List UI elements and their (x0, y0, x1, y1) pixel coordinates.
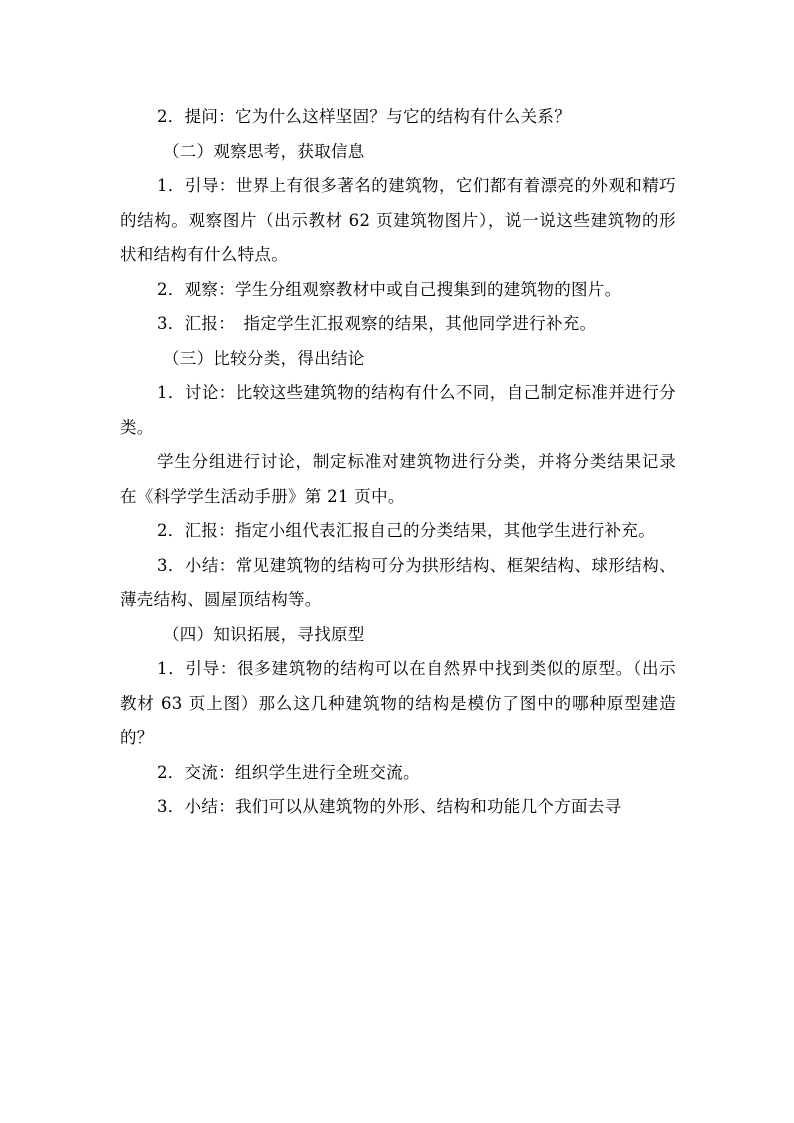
paragraph-exchange-2: 2．交流：组织学生进行全班交流。 (157, 762, 420, 782)
paragraph-summary-3: 3．小结：常见建筑物的结构可分为拱形结构、框架结构、球形结构、薄壳结构、圆屋顶结构等。 (120, 555, 676, 609)
paragraph-guide-prototype-1: 1．引导：很多建筑物的结构可以在自然界中找到类似的原型。（出示教材 63 页上图）那么这几种建筑物的结构是模仿了图中的哪种原型建造的？ (120, 659, 676, 747)
section-heading-2: （二）观察思考，获取信息 (163, 141, 365, 161)
section-heading-3: （三）比较分类，得出结论 (163, 348, 365, 368)
paragraph-summary-final-3: 3．小结：我们可以从建筑物的外形、结构和功能几个方面去寻 (157, 797, 622, 816)
paragraph-group-discussion: 学生分组进行讨论，制定标准对建筑物进行分类，并将分类结果记录在《科学学生活动手册》第 21 页中。 (120, 452, 676, 506)
paragraph-observe-2: 2．观察：学生分组观察教材中或自己搜集到的建筑物的图片。 (157, 279, 622, 299)
paragraph-discuss-1: 1．讨论：比较这些建筑物的结构有什么不同，自己制定标准并进行分类。 (120, 383, 676, 437)
paragraph-report-3: 3．汇报： 指定学生汇报观察的结果，其他同学进行补充。 (157, 314, 597, 333)
paragraph-guide-1: 1．引导：世界上有很多著名的建筑物，它们都有着漂亮的外观和精巧的结构。观察图片（出示教材 62 页建筑物图片），说一说这些建筑物的形状和结构有什么特点。 (120, 176, 676, 264)
document-body (120, 100, 676, 825)
section-heading-4: （四）知识拓展，寻找原型 (163, 624, 365, 644)
paragraph-report-2: 2．汇报：指定小组代表汇报自己的分类结果，其他学生进行补充。 (157, 521, 655, 540)
paragraph-question-2: 2．提问：它为什么这样坚固？与它的结构有什么关系？ (157, 107, 571, 126)
